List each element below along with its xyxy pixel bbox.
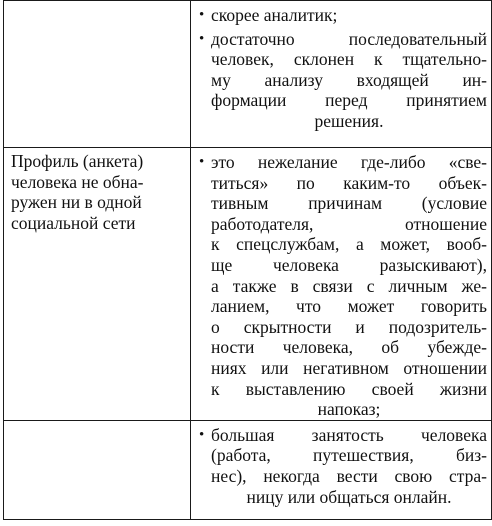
bullet-icon: • [199, 7, 205, 23]
table-row [4, 1, 492, 148]
text-line: человека не обна- [11, 171, 144, 192]
bullet-icon: • [199, 30, 205, 47]
text-line: большая занятость человека [211, 424, 487, 445]
text-line: тивным причинам (условие [211, 193, 487, 214]
right-cell-row-3 [191, 420, 492, 519]
right-cell-row-2 [191, 148, 492, 421]
text-line: ницу или общаться онлайн. [246, 486, 452, 507]
list-item [191, 5, 491, 26]
list-item [191, 152, 491, 420]
left-cell-row-1 [4, 1, 191, 148]
text-line: ще человека разыскивают), [211, 254, 487, 275]
text-line: работодателя, отношение [211, 213, 487, 234]
text-line: титься» по каким-то объек- [211, 172, 487, 193]
text-line: скорее аналитик; [211, 5, 338, 25]
text-line: формации перед принятием [211, 90, 487, 111]
text-line: ниях или негативном отношении [211, 357, 487, 378]
left-cell-row-2 [4, 148, 191, 421]
text-line: это нежелание где-либо «све- [211, 152, 487, 172]
text-line: о скрытности и подозритель- [211, 316, 487, 337]
text-line: ланием, что может говорить [211, 296, 487, 317]
bullet-icon: • [199, 426, 205, 443]
text-line: ности человека, об убежде- [211, 337, 487, 358]
text-line: Профиль (анкета) [11, 151, 144, 171]
text-line: к выставлению своей жизни [211, 378, 487, 399]
text-line: человек, склонен к тщательно- [211, 49, 487, 70]
text-line: нес), некогда вести свою стра- [211, 465, 487, 486]
text-line: (работа, путешествия, биз- [211, 445, 487, 466]
left-cell-row-3 [4, 420, 191, 519]
text-line: решения. [314, 110, 384, 131]
text-line: социальной сети [11, 212, 136, 233]
text-line: напоказ; [317, 399, 381, 420]
list-item [191, 425, 491, 507]
table-row [4, 148, 492, 421]
text-line: ружен ни в одной [11, 192, 142, 213]
text-line: к спецслужбам, а может, вооб- [211, 234, 487, 255]
text-line: достаточно последовательный [211, 28, 487, 49]
profile-analysis-table [3, 0, 492, 520]
right-cell-row-1 [191, 1, 492, 148]
list-item [191, 29, 491, 132]
text-line: а также в связи с личным же- [211, 275, 487, 296]
bullet-icon: • [199, 154, 205, 170]
text-line: му анализу входящей ин- [211, 69, 487, 90]
table-row [4, 420, 492, 519]
row-heading [4, 148, 190, 233]
